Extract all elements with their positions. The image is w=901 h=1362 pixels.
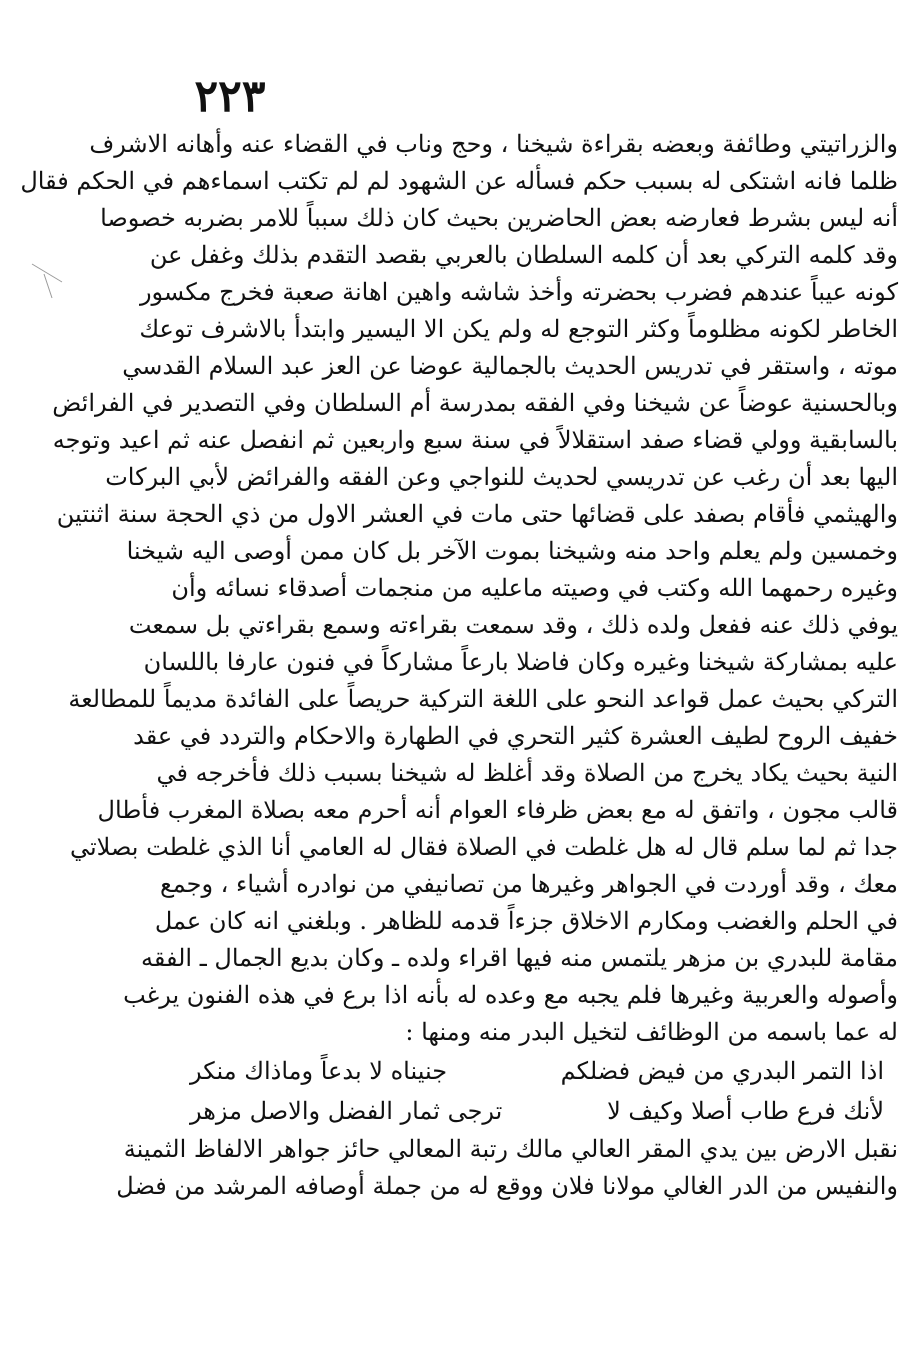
text-line: موته ، واستقر في تدريس الحديث بالجمالية عوضا عن العز عبد السلام القدسي xyxy=(122,352,898,380)
text-line: والنفيس من الدر الغالي مولانا فلان ووقع له من جملة أوصافه المرشد من فضل xyxy=(116,1172,898,1200)
verse-first-hemistich: لأنك فرع طاب أصلا وكيف لا xyxy=(607,1097,884,1125)
text-line: قالب مجون ، واتفق له مع بعض ظرفاء العوام أنه أحرم معه بصلاة المغرب فأطال xyxy=(97,796,898,824)
text-line: يوفي ذلك عنه ففعل ولده ذلك ، وقد سمعت بقراءته وسمع بقراءتي بل سمعت xyxy=(128,611,898,639)
verse-second-hemistich: جنيناه لا بدعاً وماذاك منكر xyxy=(190,1057,448,1085)
text-line: الخاطر لكونه مظلوماً وكثر التوجع له ولم يكن الا اليسير وابتدأ بالاشرف توعك xyxy=(139,315,898,343)
text-line: كونه عيباً عندهم فضرب بحضرته وأخذ شاشه واهين اهانة صعبة فخرج مكسور xyxy=(139,278,898,306)
text-line: في الحلم والغضب ومكارم الاخلاق جزءاً قدمه للظاهر . وبلغني انه كان عمل xyxy=(154,907,898,935)
text-line: أنه ليس بشرط فعارضه بعض الحاضرين بحيث كان ذلك سبباً للامر بضربه خصوصا xyxy=(100,204,898,232)
page-number: ٢٢٣ xyxy=(194,71,266,122)
poem xyxy=(180,1051,898,1131)
text-line: خفيف الروح لطيف العشرة كثير التحري في الطهارة والاحكام والتردد في عقد xyxy=(133,722,898,750)
page-body-text xyxy=(20,126,898,1205)
text-line: وأصوله والعربية وغيرها فلم يجبه مع وعده له بأنه اذا برع في هذه الفنون يرغب xyxy=(123,981,898,1009)
text-line: جدا ثم لما سلم قال له هل غلطت في الصلاة فقال له العامي أنا الذي غلطت بصلاتي xyxy=(69,833,898,861)
text-line: اليها بعد أن رغب عن تدريسي لحديث للنواجي وعن الفقه والفرائض لأبي البركات xyxy=(105,463,898,491)
verse-line xyxy=(180,1051,898,1091)
verse-second-hemistich: ترجى ثمار الفضل والاصل مزهر xyxy=(190,1097,503,1125)
text-line: عليه بمشاركة شيخنا وغيره وكان فاضلا بارعاً مشاركاً في فنون عارفا باللسان xyxy=(143,648,898,676)
text-line: مقامة للبدري بن مزهر يلتمس منه فيها اقراء ولده ـ وكان بديع الجمال ـ الفقه xyxy=(140,944,898,972)
text-line: بالسابقية وولي قضاء صفد استقلالاً في سنة سبع واربعين ثم انفصل عنه ثم اعيد وتوجه xyxy=(52,426,898,454)
verse-first-hemistich: اذا التمر البدري من فيض فضلكم xyxy=(560,1057,884,1085)
text-line: وقد كلمه التركي بعد أن كلمه السلطان بالعربي بقصد التقدم بذلك وغفل عن xyxy=(149,241,898,269)
text-line: وخمسين ولم يعلم واحد منه وشيخنا بموت الآخر بل كان ممن أوصى اليه شيخنا xyxy=(126,537,898,565)
text-line: نقبل الارض بين يدي المقر العالي مالك رتبة المعالي حائز جواهر الالفاظ الثمينة xyxy=(123,1135,898,1163)
text-line: والهيثمي فأقام بصفد على قضائها حتى مات في العشر الاول من ذي الحجة سنة اثنتين xyxy=(56,500,898,528)
text-line: معك ، وقد أوردت في الجواهر وغيرها من تصانيفي من نوادره أشياء ، وجمع xyxy=(159,870,898,898)
text-line: التركي بحيث عمل قواعد النحو على اللغة التركية حريصاً على الفائدة مديماً للمطالعة xyxy=(68,685,898,713)
text-line: النية بحيث يكاد يخرج من الصلاة وقد أغلظ له شيخنا بسبب ذلك فأخرجه في xyxy=(156,759,898,787)
text-line: وغيره رحمهما الله وكتب في وصيته ماعليه من منجمات أصدقاء نسائه وأن xyxy=(171,574,898,602)
text-line: له عما باسمه من الوظائف لتخيل البدر منه ومنها : xyxy=(405,1018,898,1046)
text-line: والزراتيتي وطائفة وبعضه بقراءة شيخنا ، وحج وناب في القضاء عنه وأهانه الاشرف xyxy=(89,130,898,158)
text-line: وبالحسنية عوضاً عن شيخنا وفي الفقه بمدرسة أم السلطان وفي التصدير في الفرائض xyxy=(52,389,898,417)
verse-line xyxy=(180,1091,898,1131)
paragraph-2 xyxy=(116,1131,898,1205)
paragraph-1 xyxy=(20,126,898,1051)
margin-pencil-mark xyxy=(30,262,64,300)
text-line: ظلما فانه اشتكى له بسبب حكم فسأله عن الشهود لم لم تكتب اسماءهم في الحكم فقال xyxy=(20,167,898,195)
